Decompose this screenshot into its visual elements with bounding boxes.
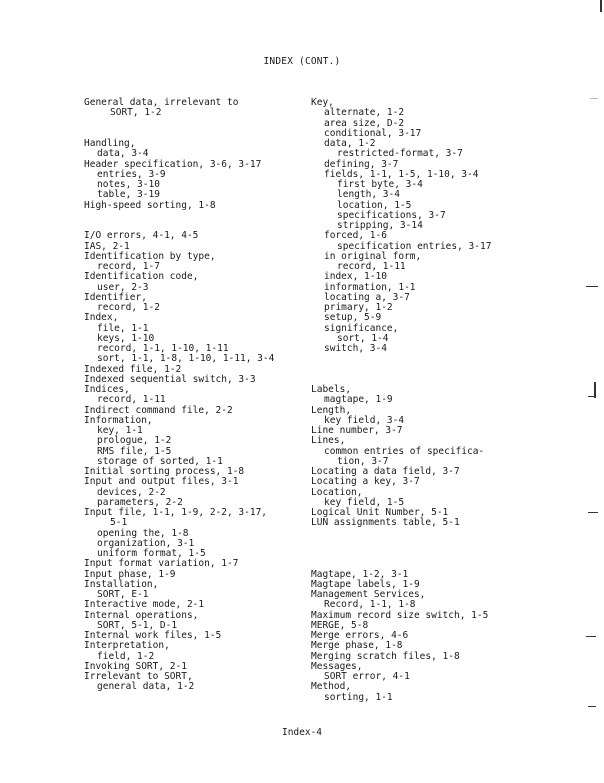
- index-entry: Messages,: [311, 660, 363, 672]
- index-subentry: general data, 1-2: [97, 681, 195, 693]
- index-entry: Management Services,: [311, 589, 426, 600]
- index-entry: MERGE, 5-8: [311, 619, 369, 631]
- page-number: Index-4: [281, 727, 323, 738]
- index-subentry: record, 1-7: [97, 261, 160, 272]
- index-entry: Indexed sequential switch, 3-3: [84, 373, 256, 385]
- index-entry: I/O errors, 4-1, 4-5: [84, 230, 199, 242]
- index-entry: Logical Unit Number, 5-1: [311, 507, 449, 518]
- index-entry: Index,: [84, 312, 119, 324]
- index-subentry: setup, 5-9: [324, 312, 382, 324]
- index-entry: Location,: [311, 486, 363, 498]
- index-entry: Interactive mode, 2-1: [84, 599, 205, 611]
- index-subentry: devices, 2-2: [97, 486, 166, 498]
- index-subentry: SORT, 5-1, D-1: [97, 619, 178, 631]
- index-subentry: notes, 3-10: [97, 179, 160, 190]
- index-subentry: key field, 3-4: [324, 414, 405, 426]
- index-entry: Information,: [84, 414, 153, 426]
- index-entry: Internal work files, 1-5: [84, 630, 222, 641]
- index-entry: Installation,: [84, 578, 159, 590]
- index-subentry: restricted-format, 3-7: [337, 148, 463, 160]
- index-subentry: alternate, 1-2: [324, 107, 405, 119]
- index-subentry: common entries of specifica-: [324, 445, 485, 457]
- index-subentry: area size, D-2: [324, 117, 405, 129]
- index-subentry: uniform format, 1-5: [97, 548, 206, 559]
- index-entry: IAS, 2-1: [84, 240, 130, 252]
- index-subentry: key, 1-1: [97, 425, 143, 436]
- index-entry: Method,: [311, 681, 352, 693]
- index-column-right: [311, 98, 551, 703]
- index-entry: Indexed file, 1-2: [84, 363, 182, 375]
- blank-line: [84, 211, 304, 221]
- index-subentry: Record, 1-1, 1-8: [324, 599, 416, 611]
- index-entry: Input file, 1-1, 1-9, 2-2, 3-17,: [84, 507, 268, 518]
- index-subentry: SORT, E-1: [97, 589, 149, 600]
- index-entry: Maximum record size switch, 1-5: [311, 609, 489, 621]
- index-entry: Locating a key, 3-7: [311, 476, 420, 488]
- scan-mark: [588, 706, 596, 707]
- index-subentry: prologue, 1-2: [97, 435, 172, 447]
- index-entry: Indirect command file, 2-2: [84, 404, 233, 416]
- index-subentry: SORT, 1-2: [110, 107, 162, 119]
- index-subentry: entries, 3-9: [97, 168, 166, 180]
- index-entry: Length,: [311, 404, 352, 416]
- index-entry: Handling,: [84, 138, 136, 149]
- index-subentry: table, 3-19: [97, 189, 160, 201]
- scan-mark: [586, 286, 598, 287]
- index-subentry: record, 1-11: [97, 394, 166, 406]
- index-column-left: [84, 98, 304, 693]
- index-subentry: RMS file, 1-5: [97, 445, 172, 457]
- index-subentry: sort, 1-4: [337, 332, 389, 344]
- index-subentry: primary, 1-2: [324, 302, 393, 313]
- index-entry: Identification by type,: [84, 250, 216, 262]
- index-subentry: conditional, 3-17: [324, 127, 422, 139]
- index-subentry: sort, 1-1, 1-8, 1-10, 1-11, 3-4: [97, 353, 275, 365]
- index-entry: Irrelevant to SORT,: [84, 671, 193, 682]
- index-subentry: index, 1-10: [324, 271, 387, 283]
- index-entry: Merge phase, 1-8: [311, 640, 403, 652]
- index-entry: High-speed sorting, 1-8: [84, 199, 216, 211]
- index-entry: Locating a data field, 3-7: [311, 466, 460, 477]
- index-subentry: keys, 1-10: [97, 332, 155, 344]
- index-subentry: parameters, 2-2: [97, 496, 183, 508]
- index-subentry: first byte, 3-4: [337, 179, 423, 190]
- index-subentry: sorting, 1-1: [324, 691, 393, 703]
- index-subentry: data, 3-4: [97, 148, 149, 160]
- blank-line: [311, 559, 551, 569]
- blank-line: [311, 549, 551, 559]
- index-entry: LUN assignments table, 5-1: [311, 517, 460, 529]
- index-entry: Header specification, 3-6, 3-17: [84, 158, 262, 170]
- index-entry: Line number, 3-7: [311, 425, 403, 436]
- index-entry: Input and output files, 3-1: [84, 476, 239, 488]
- index-subentry: in original form,: [324, 250, 422, 262]
- blank-line: [84, 119, 304, 129]
- index-subentry: key field, 1-5: [324, 496, 405, 508]
- index-subentry: user, 2-3: [97, 281, 149, 293]
- scan-mark: [588, 396, 596, 397]
- blank-line: [311, 539, 551, 549]
- index-entry: Invoking SORT, 2-1: [84, 660, 187, 672]
- index-entry: Interpretation,: [84, 640, 170, 652]
- index-entry: Initial sorting process, 1-8: [84, 466, 245, 477]
- index-entry: Input format variation, 1-7: [84, 558, 239, 570]
- blank-line: [311, 529, 551, 539]
- index-entry: Input phase, 1-9: [84, 568, 176, 580]
- index-entry: Magtape, 1-2, 3-1: [311, 568, 409, 580]
- index-entry: General data, irrelevant to: [84, 97, 239, 108]
- index-subentry: forced, 1-6: [324, 230, 387, 242]
- index-entry: Merge errors, 4-6: [311, 630, 409, 641]
- index-subentry: location, 1-5: [337, 199, 412, 211]
- index-subentry: field, 1-2: [97, 650, 155, 662]
- index-entry: Indices,: [84, 384, 130, 395]
- index-entry: Labels,: [311, 384, 352, 395]
- index-subentry: 5-1: [110, 517, 128, 529]
- index-subentry: significance,: [324, 322, 399, 334]
- scan-mark: [586, 636, 596, 637]
- index-entry: Identifier,: [84, 291, 147, 303]
- index-subentry: specifications, 3-7: [337, 209, 446, 221]
- blank-line: [311, 354, 551, 364]
- index-entry: Identification code,: [84, 271, 199, 283]
- blank-line: [311, 365, 551, 375]
- index-subentry: organization, 3-1: [97, 537, 195, 549]
- scan-mark: [588, 512, 598, 513]
- index-subentry: tion, 3-7: [337, 455, 389, 467]
- index-entry: Merging scratch files, 1-8: [311, 650, 460, 662]
- index-subentry: record, 1-1, 1-10, 1-11: [97, 343, 229, 354]
- index-subentry: locating a, 3-7: [324, 291, 410, 303]
- scan-mark: [590, 98, 598, 99]
- index-subentry: data, 1-2: [324, 138, 376, 149]
- index-subentry: fields, 1-1, 1-5, 1-10, 3-4: [324, 168, 479, 180]
- index-subentry: record, 1-2: [97, 302, 160, 313]
- index-entry: Lines,: [311, 435, 346, 447]
- page-title: INDEX (CONT.): [263, 56, 341, 67]
- index-subentry: defining, 3-7: [324, 158, 399, 170]
- index-subentry: information, 1-1: [324, 281, 416, 293]
- index-subentry: record, 1-11: [337, 261, 406, 272]
- index-subentry: storage of sorted, 1-1: [97, 455, 223, 467]
- index-subentry: specification entries, 3-17: [337, 240, 492, 252]
- index-subentry: magtape, 1-9: [324, 394, 393, 406]
- index-subentry: opening the, 1-8: [97, 527, 189, 539]
- index-entry: Key,: [311, 97, 334, 108]
- index-entry: Magtape labels, 1-9: [311, 578, 420, 590]
- index-subentry: switch, 3-4: [324, 343, 387, 354]
- scan-mark: [600, 0, 602, 12]
- index-subentry: length, 3-4: [337, 189, 400, 201]
- index-subentry: file, 1-1: [97, 322, 149, 334]
- index-subentry: SORT error, 4-1: [324, 671, 410, 682]
- index-subentry: stripping, 3-14: [337, 220, 423, 231]
- index-entry: Internal operations,: [84, 609, 199, 621]
